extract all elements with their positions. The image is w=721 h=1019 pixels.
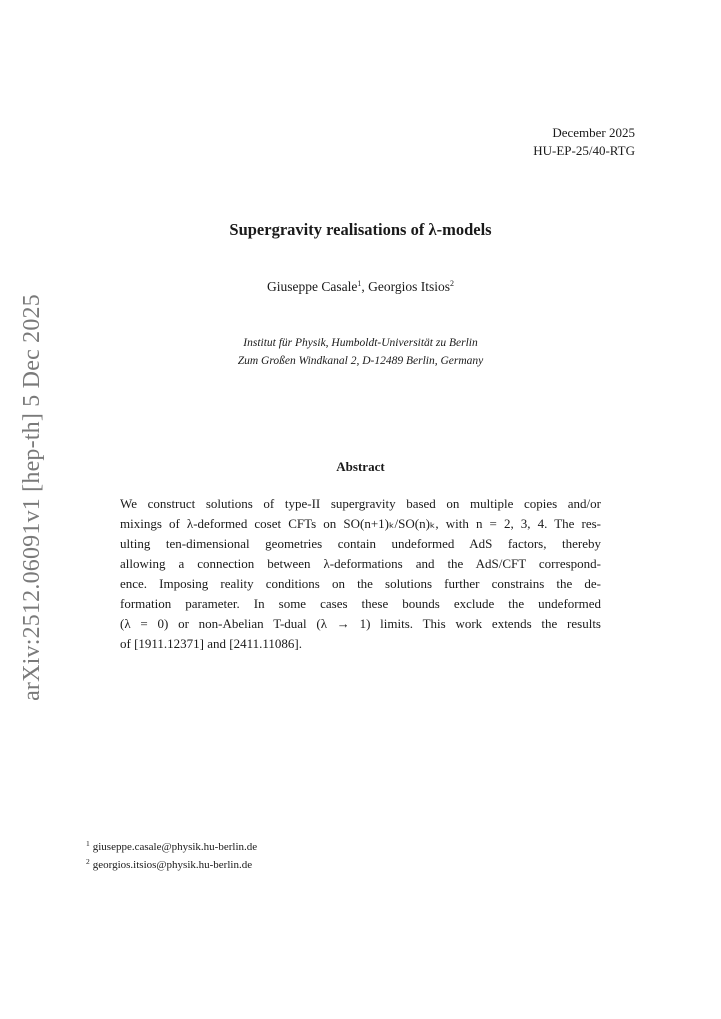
- abstract-line: We construct solutions of type-II supergravity based on multiple copies and/or: [120, 496, 601, 511]
- author-separator: ,: [361, 279, 369, 294]
- report-date: December 2025: [552, 125, 635, 140]
- footnote-mark: 1: [86, 839, 90, 848]
- abstract-line: of [1911.12371] and [2411.11086].: [120, 636, 302, 651]
- author-name: Georgios Itsios: [368, 279, 450, 294]
- report-meta: [533, 124, 635, 160]
- footnote: [86, 856, 257, 874]
- affiliation-line: Institut für Physik, Humboldt-Universität zu Berlin: [243, 337, 478, 349]
- footnotes: [86, 838, 257, 874]
- affiliation-line: Zum Großen Windkanal 2, D-12489 Berlin, Germany: [237, 355, 484, 367]
- footnote-mark: 2: [86, 857, 90, 866]
- abstract-line: mixings of λ-deformed coset CFTs on SO(n+1)ₖ/SO(n)ₖ, with n = 2, 3, 4. The res-: [120, 516, 601, 531]
- abstract-heading: Abstract: [336, 459, 385, 474]
- author-footnote-mark: 2: [450, 279, 454, 288]
- affiliation: [0, 334, 721, 370]
- abstract-line: ence. Imposing reality conditions on the solutions further constrains the de-: [120, 576, 601, 591]
- author-list: [0, 279, 721, 295]
- abstract-line: ulting ten-dimensional geometries contain undeformed AdS factors, thereby: [120, 536, 601, 551]
- abstract-line: allowing a connection between λ-deformations and the AdS/CFT correspond-: [120, 556, 601, 571]
- arxiv-stamp-text: arXiv:2512.06091v1 [hep-th] 5 Dec 2025: [18, 293, 45, 701]
- paper-title: Supergravity realisations of λ-models: [229, 220, 492, 239]
- footnote-email: giuseppe.casale@physik.hu-berlin.de: [92, 841, 258, 853]
- footnote-email: georgios.itsios@physik.hu-berlin.de: [92, 859, 253, 871]
- report-number: HU-EP-25/40-RTG: [533, 143, 635, 158]
- author-footnote-mark: 1: [357, 279, 362, 288]
- abstract-body: [120, 494, 601, 654]
- abstract-line: (λ = 0) or non-Abelian T-dual (λ → 1) limits. This work extends the results: [120, 616, 601, 631]
- footnote: [86, 838, 257, 856]
- author-name: Giuseppe Casale: [267, 279, 358, 294]
- abstract-line: formation parameter. In some cases these bounds exclude the undeformed: [120, 596, 601, 611]
